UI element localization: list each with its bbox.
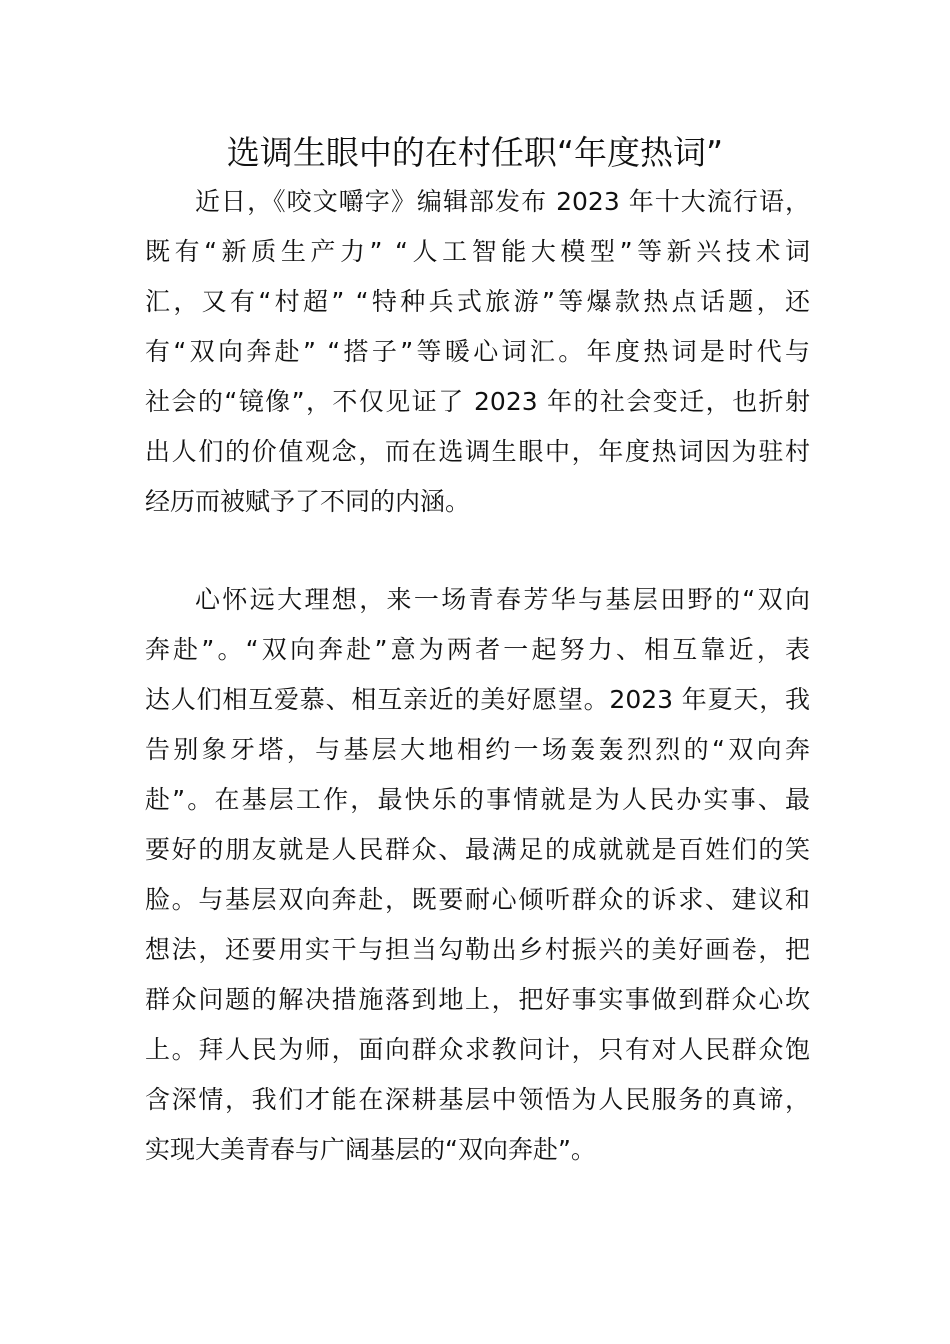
paragraph-line: 心怀远大理想，来一场青春芳华与基层田野的“双向 [195,585,810,614]
paragraph-line: 脸。与基层双向奔赴，既要耐心倾听群众的诉求、建议和 [145,885,810,914]
paragraph-line: 奔赴”。“双向奔赴”意为两者一起努力、相互靠近，表 [145,635,810,664]
paragraph-line: 群众问题的解决措施落到地上，把好事实事做到群众心坎 [145,985,810,1014]
paragraph-line: 汇，又有“村超” “特种兵式旅游”等爆款热点话题，还 [145,287,810,316]
paragraph-line: 要好的朋友就是人民群众、最满足的成就就是百姓们的笑 [145,835,810,864]
paragraph-2 [145,575,810,1175]
paragraph-line: 赴”。在基层工作，最快乐的事情就是为人民办实事、最 [145,785,810,814]
document-title: 选调生眼中的在村任职“年度热词” [226,133,724,172]
paragraph-line: 上。拜人民为师，面向群众求教问计，只有对人民群众饱 [145,1035,810,1064]
paragraph-line: 实现大美青春与广阔基层的“双向奔赴”。 [145,1135,596,1164]
paragraph-line: 近日，《咬文嚼字》编辑部发布 2023 年十大流行语， [195,187,810,216]
paragraph-line: 既有“新质生产力” “人工智能大模型”等新兴技术词 [145,237,810,266]
paragraph-line: 经历而被赋予了不同的内涵。 [145,487,471,516]
paragraph-line: 有“双向奔赴” “搭子”等暖心词汇。年度热词是时代与 [145,337,810,366]
paragraph-line: 想法，还要用实干与担当勾勒出乡村振兴的美好画卷，把 [145,935,810,964]
paragraph-line: 告别象牙塔，与基层大地相约一场轰轰烈烈的“双向奔 [145,735,810,764]
paragraph-line: 达人们相互爱慕、相互亲近的美好愿望。2023 年夏天，我 [145,685,810,714]
paragraph-line: 出人们的价值观念，而在选调生眼中，年度热词因为驻村 [145,437,810,466]
paragraph-line: 含深情，我们才能在深耕基层中领悟为人民服务的真谛， [145,1085,810,1114]
paragraph-line: 社会的“镜像”，不仅见证了 2023 年的社会变迁，也折射 [145,387,810,416]
paragraph-1 [145,177,810,527]
